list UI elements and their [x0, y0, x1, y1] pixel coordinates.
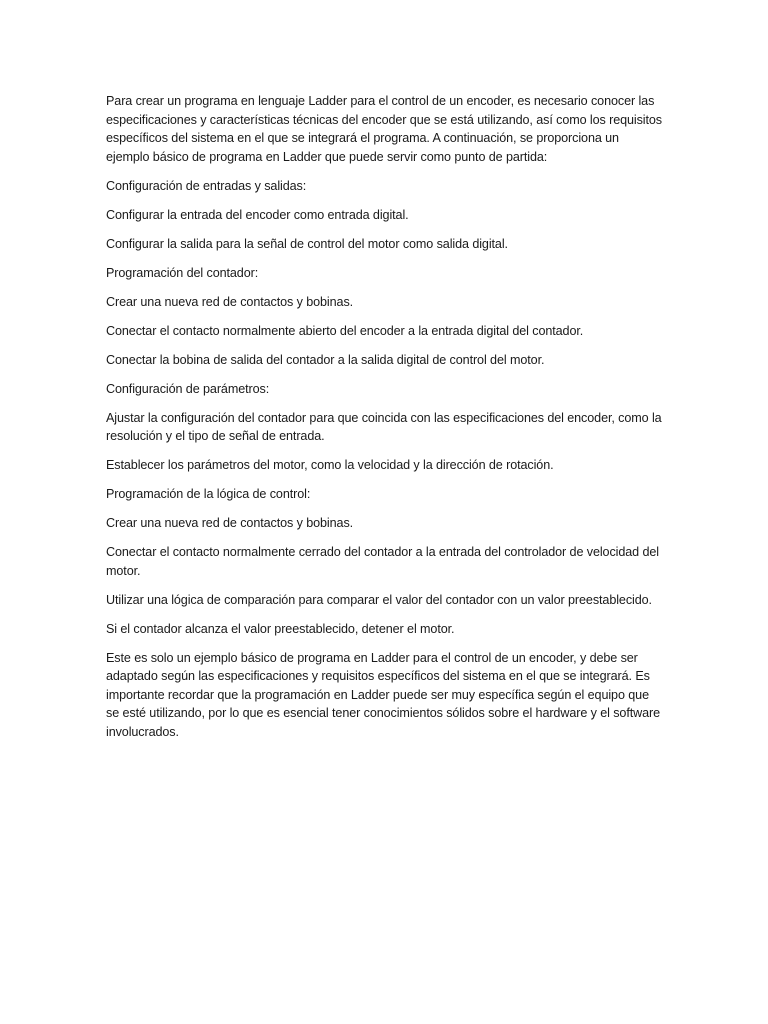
heading-control-logic: Programación de la lógica de control:: [106, 487, 311, 501]
step-stop-motor: Si el contador alcanza el valor preestablecido, detener el motor.: [106, 621, 455, 636]
step-adjust-counter: Ajustar la configuración del contador para que coincida con las especificaciones del encoder, como la resolución y el tipo de señal de entrada.: [106, 410, 662, 443]
step-connect-no-contact: Conectar el contacto normalmente abierto del encoder a la entrada digital del contador.: [106, 323, 584, 338]
paragraph-conclusion: Este es solo un ejemplo básico de programa en Ladder para el control de un encoder, y debe ser adaptado según las especificaciones y requisitos específicos del sistema en el que se integrará. Es importante recordar que la programación en Ladder puede ser muy específica según el equipo que se esté utilizando, por lo que es esencial tener conocimientos sólidos sobre el hardware y el software involucrados.: [106, 650, 661, 739]
step-connect-nc-contact: Conectar el contacto normalmente cerrado del contador a la entrada del controlador de velocidad del motor.: [106, 545, 659, 578]
step-encoder-input: Configurar la entrada del encoder como entrada digital.: [106, 207, 409, 222]
paragraph-intro: Para crear un programa en lenguaje Ladder para el control de un encoder, es necesario conocer las especificaciones y características técnicas del encoder que se está utilizando, así como los requisitos específicos del sistema en el que se integrará el programa. A continuación, se proporciona un ejemplo básico de programa en Ladder que puede servir como punto de partida:: [106, 94, 663, 164]
step-motor-output: Configurar la salida para la señal de control del motor como salida digital.: [106, 236, 508, 251]
step-connect-output-coil: Conectar la bobina de salida del contador a la salida digital de control del motor.: [106, 352, 545, 367]
step-motor-parameters: Establecer los parámetros del motor, como la velocidad y la dirección de rotación.: [106, 458, 554, 472]
document-body: [106, 92, 662, 752]
heading-io-config: Configuración de entradas y salidas:: [106, 178, 307, 193]
heading-counter-programming: Programación del contador:: [106, 265, 259, 280]
step-new-network-2: Crear una nueva red de contactos y bobinas.: [106, 516, 354, 530]
step-new-network: Crear una nueva red de contactos y bobinas.: [106, 294, 354, 309]
step-comparison-logic: Utilizar una lógica de comparación para comparar el valor del contador con un valor preestablecido.: [106, 592, 652, 607]
heading-parameter-config: Configuración de parámetros:: [106, 381, 270, 396]
